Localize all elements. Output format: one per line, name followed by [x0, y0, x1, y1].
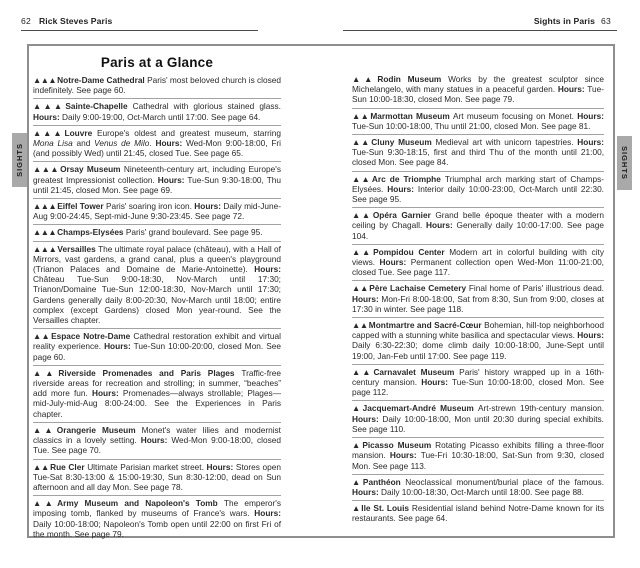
entry-text-segment: Hours: [421, 377, 448, 388]
rating-triangles-icon: ▲▲ [352, 210, 372, 221]
entry-text-segment: The ultimate royal palace (château), with a Hall of Mirrors, vast gardens, a grand canal, plus a queen's playground (Trianon Palaces and Domaine de Marie-Antoinette). [33, 243, 281, 275]
entry-text-segment: Paris' history wrapped up in a 16th-century mansion. [352, 366, 604, 388]
left-header-rule [21, 30, 258, 31]
entry-text-segment: Hours: [254, 264, 281, 275]
entry-text-segment: Hours: [91, 388, 119, 399]
rating-triangles-icon: ▲▲ [352, 110, 370, 121]
entry-text-segment: and [72, 138, 95, 149]
entry-text-segment: Works by the greatest sculptor since Michelangelo, with many statues in a peaceful garden. [352, 74, 604, 95]
rating-triangles-icon: ▲▲ [33, 498, 57, 509]
entry-text-segment: Daily 10:00-18:30, Oct-March until 18:00. See page 88. [378, 486, 584, 497]
right-running-head [534, 16, 611, 26]
entry-text-segment: Tue-Sun 9:30-18:00, Thu until 21:45, closed Mon. See page 69. [33, 174, 281, 195]
sight-entry [33, 126, 281, 162]
entry-text-segment: Art-strewn 19th-century mansion. [478, 403, 604, 414]
rating-triangles-icon: ▲ [352, 440, 362, 451]
sight-entry [352, 109, 604, 134]
left-sights-tab-label: SIGHTS [15, 143, 24, 177]
entry-text-segment: Hours: [352, 293, 379, 304]
entry-text-segment: Eiffel Tower [57, 201, 106, 212]
rating-triangles-icon: ▲▲▲ [33, 127, 64, 138]
entry-text-segment: Carnavalet Museum [373, 366, 460, 377]
entry-text-segment: Daily 6:30-22:30; dome climb daily 10:00-18:00, June-Sept until 19:00, Jan-Feb until 17:00. See page 119. [352, 340, 604, 361]
entry-text-segment: Hours: [557, 84, 585, 95]
entry-text-segment: Cathedral restoration exhibit and virtual reality experience. [33, 331, 281, 352]
entry-text-segment: Hours: [206, 461, 234, 472]
entry-text-segment: Mona Lisa [33, 138, 73, 149]
rating-triangles-icon: ▲▲ [352, 283, 369, 294]
entry-text-segment: Champs-Elysées [57, 227, 126, 238]
rating-triangles-icon: ▲▲ [352, 137, 371, 148]
rating-triangles-icon: ▲▲▲ [33, 243, 57, 254]
entry-text-segment: Hours: [577, 110, 604, 121]
entry-text-segment: Pompidou Center [373, 246, 450, 257]
entry-text-segment: Ile St. Louis [361, 503, 412, 514]
sight-entry [33, 162, 281, 198]
entry-text-segment: . [149, 138, 156, 149]
entry-text-segment: Monet's water lilies and modernist classics in a lovely setting. [33, 424, 281, 446]
entry-text-segment: Hours: [33, 111, 60, 122]
entry-text-segment: Hours: [387, 183, 415, 194]
sight-entry [33, 225, 281, 240]
entry-text-segment: Paris' soaring iron icon. [105, 201, 195, 212]
sight-entry [33, 460, 281, 496]
entry-text-segment: Espace Notre-Dame [51, 331, 134, 342]
rating-triangles-icon: ▲▲ [33, 367, 58, 378]
right-sights-tab-label: SIGHTS [620, 146, 629, 180]
entry-text-segment: Arc de Triomphe [371, 173, 445, 184]
rating-triangles-icon: ▲▲ [33, 461, 50, 472]
entry-text-segment: Daily 10:00-18:00, Mon until 20:30 during special exhibits. See page 110. [352, 413, 604, 434]
entry-text-segment: Tue-Sun 10:00-18:30, closed Mon. See page 79. [352, 84, 604, 105]
entry-text-segment: Art museum focusing on Monet. [452, 110, 578, 121]
glance-right-column [352, 46, 604, 527]
entry-text-segment: The emperor's imposing tomb, flanked by museums of France's wars. [33, 498, 281, 519]
entry-text-segment: Tue-Fri 10:30-18:00, Sat-Sun from 9:30, closed Mon. See page 113. [352, 450, 604, 471]
entry-text-segment: Hours: [577, 330, 604, 341]
rating-triangles-icon: ▲▲▲ [33, 101, 65, 112]
entry-text-segment: Hours: [104, 341, 131, 352]
entry-text-segment: Hours: [352, 413, 379, 424]
rating-triangles-icon: ▲▲ [33, 424, 56, 435]
rating-triangles-icon: ▲▲▲ [33, 227, 57, 238]
sight-entry [352, 365, 604, 401]
entry-text-segment: Château Tue-Sun 9:00-18:30, Nov-March until 17:30; Trianon/Domaine Tue-Sun 12:00-18:30, Nov-March until 17:30; Gardens generally daily 8:00-20:30, Nov-March until 18:00; entire complex (except Gardens) closed Mon year-round. See the Versailles chapter. [33, 274, 281, 326]
rating-triangles-icon: ▲ [352, 503, 361, 514]
sight-entry [352, 475, 604, 500]
entry-text-segment: Notre-Dame Cathedral [57, 75, 148, 85]
sight-entry [33, 496, 281, 542]
left-page-number: 62 [21, 16, 31, 26]
right-running-head-title: Sights in Paris [533, 16, 596, 26]
entry-text-segment: Modern art in colorful building with city views. [352, 246, 604, 268]
entry-text-segment: Montmartre and Sacré-Cœur [368, 320, 485, 331]
entry-text-segment: Medieval art with unicorn tapestries. [435, 137, 578, 148]
sight-entry [33, 423, 281, 459]
entry-text-segment: Army Museum and Napoleon's Tomb [57, 498, 224, 509]
entry-text-segment: Residential island behind Notre-Dame known for its restaurants. See page 64. [352, 503, 604, 524]
entry-text-segment: Ultimate Parisian market street. [87, 461, 207, 472]
entry-text-segment: Traffic-free riverside areas for recreation and strolling; in summer, “beaches” add more fun. [33, 367, 281, 399]
entry-text-segment: Hours: [426, 220, 453, 231]
sight-entry [352, 501, 604, 526]
entry-text-segment: Stores open Tue-Sat 8:30-13:00 & 15:00-19:30, Sun 8:30-12:00, dead on Sun afternoon and all day Mon. See page 78. [33, 461, 281, 492]
rating-triangles-icon: ▲ [352, 476, 362, 487]
entry-text-segment: Hours: [389, 450, 417, 461]
entry-text-segment: Hours: [157, 174, 185, 185]
entry-text-segment: Tue-Sun 10:00-18:00, Thu until 21:00, closed Mon. See page 81. [352, 120, 591, 131]
entry-text-segment: Hours: [254, 508, 281, 519]
right-header-rule [343, 30, 617, 31]
entry-text-segment: Hours: [577, 137, 604, 148]
entry-text-segment: Bohemian, hill-top neighborhood capped with a stunning white basilica and spectacular views. [352, 320, 604, 341]
rating-triangles-icon: ▲▲ [352, 173, 371, 184]
entry-text-segment: Hours: [352, 486, 379, 497]
sight-entry [33, 199, 281, 224]
left-running-head-title: Rick Steves Paris [38, 16, 113, 26]
entry-text-segment: Sainte-Chapelle [65, 101, 133, 112]
entry-text-segment: Generally daily 10:00-17:00. See page 104. [352, 220, 604, 241]
sight-entry [352, 208, 604, 244]
entry-text-segment: Promenades—always strollable; Plages—mid-July-mid-Aug 8:00-24:00. See the Experiences in Paris chapter. [33, 388, 281, 419]
sight-entry [352, 401, 604, 437]
glance-left-column [33, 48, 281, 542]
entry-text-segment: Picasso Museum [362, 440, 436, 451]
entry-text-segment: Hours: [140, 435, 168, 446]
sight-entry [352, 172, 604, 208]
sight-entry [33, 73, 281, 98]
entry-text-segment: Tue-Sun 10:00-18:00, closed Mon. See page 112. [352, 377, 604, 398]
entry-text-segment: Hours: [194, 201, 222, 212]
entry-text-segment: Venus de Milo [94, 138, 150, 149]
entry-text-segment: Daily mid-June-Aug 9:00-24:45, Sept-mid-June 9:30-23:45. See page 72. [33, 201, 281, 222]
left-running-head [21, 16, 112, 26]
sight-entry [352, 438, 604, 474]
entry-text-segment: Riverside Promenades and Paris Plages [58, 367, 242, 378]
sight-entry [33, 99, 281, 124]
left-sights-tab [12, 133, 27, 187]
rating-triangles-icon: ▲▲▲ [33, 201, 57, 212]
rating-triangles-icon: ▲▲▲ [33, 75, 57, 85]
entry-text-segment: Grand belle époque theater with a modern ceiling by Chagall. [352, 210, 604, 231]
entry-text-segment: Triumphal arch marking start of Champs-Elysées. [352, 173, 604, 194]
entry-text-segment: Cathedral with glorious stained glass. [132, 101, 281, 112]
entry-text-segment: Orangerie Museum [56, 424, 142, 435]
entry-text-segment: Nineteenth-century art, including Europe's greatest Impressionist collection. [33, 164, 281, 185]
entry-text-segment: Wed-Mon 9:00-18:00, Fri (and possibly Wed) until 21:45, closed Tue. See page 65. [33, 138, 281, 159]
entry-text-segment: Marmottan Museum [370, 110, 453, 121]
sight-entry [352, 318, 604, 364]
entry-text-segment: Hours: [155, 138, 183, 149]
entry-text-segment: Tue-Sun 9:30-18:15, first and third Thu of the month until 21:00, closed Mon. See page 84. [352, 147, 604, 168]
rating-triangles-icon: ▲▲ [352, 74, 377, 84]
entry-text-segment: Jacquemart-André Museum [362, 403, 478, 414]
sight-entry [352, 245, 604, 281]
rating-triangles-icon: ▲▲ [352, 246, 373, 257]
rating-triangles-icon: ▲ [352, 403, 362, 414]
rating-triangles-icon: ▲▲ [352, 366, 373, 377]
entry-text-segment: Daily 10:00-18:00; Napoleon's Tomb open until 22:00 on first Fri of the month. See page 79. [33, 518, 281, 539]
sight-entry [352, 281, 604, 317]
sight-entry [352, 135, 604, 171]
right-sights-tab [617, 136, 632, 190]
entry-text-segment: Cluny Museum [371, 137, 436, 148]
entry-text-segment: Rotating Picasso exhibits filling a three-floor mansion. [352, 440, 605, 461]
entry-text-segment: Louvre [64, 127, 97, 138]
sight-entry [352, 72, 604, 108]
entry-text-segment: Mon-Fri 8:00-18:00, Sat from 8:30, Sun from 9:00, closes at 17:30 in winter. See page 118. [352, 293, 604, 314]
entry-text-segment: Rodin Museum [377, 74, 449, 84]
entry-text-segment: Tue-Sun 10:00-20:00, closed Mon. See page 60. [33, 341, 281, 362]
entry-text-segment: Wed-Mon 9:00-18:00, closed Tue. See page 70. [33, 435, 281, 456]
rating-triangles-icon: ▲▲ [33, 331, 51, 342]
entry-text-segment: Permanent collection open Wed-Mon 11:00-21:00, closed Tue. See page 117. [352, 257, 604, 278]
sight-entry [33, 366, 281, 422]
right-page-number: 63 [601, 16, 611, 26]
sight-entry [33, 329, 281, 365]
entry-text-segment: Interior daily 10:00-23:00, Oct-March until 22:30. See page 95. [352, 183, 604, 205]
glance-box-title: Paris at a Glance [100, 55, 214, 70]
entry-text-segment: Père Lachaise Cemetery [369, 283, 469, 294]
entry-text-segment: Rue Cler [50, 461, 88, 472]
entry-text-segment: Paris' most beloved church is closed indefinitely. See page 60. [33, 75, 282, 96]
entry-text-segment: Opéra Garnier [372, 210, 436, 221]
entry-text-segment: Final home of Paris' illustrious dead. [468, 283, 604, 294]
right-entries-list [352, 72, 604, 527]
entry-text-segment: Hours: [379, 257, 407, 268]
entry-text-segment: Europe's oldest and greatest museum, starring [96, 127, 282, 138]
entry-text-segment: Panthéon [362, 476, 406, 487]
rating-triangles-icon: ▲▲ [352, 320, 368, 331]
entry-text-segment: Neoclassical monument/burial place of the famous. [405, 476, 604, 487]
sight-entry [33, 242, 281, 329]
entry-text-segment: Daily 9:00-19:00, Oct-March until 17:00. See page 64. [59, 111, 261, 122]
entry-text-segment: Versailles [57, 243, 99, 254]
left-entries-list [33, 73, 281, 542]
entry-text-segment: Orsay Museum [60, 164, 124, 175]
rating-triangles-icon: ▲▲▲ [33, 164, 60, 175]
entry-text-segment: Paris' grand boulevard. See page 95. [125, 227, 263, 238]
